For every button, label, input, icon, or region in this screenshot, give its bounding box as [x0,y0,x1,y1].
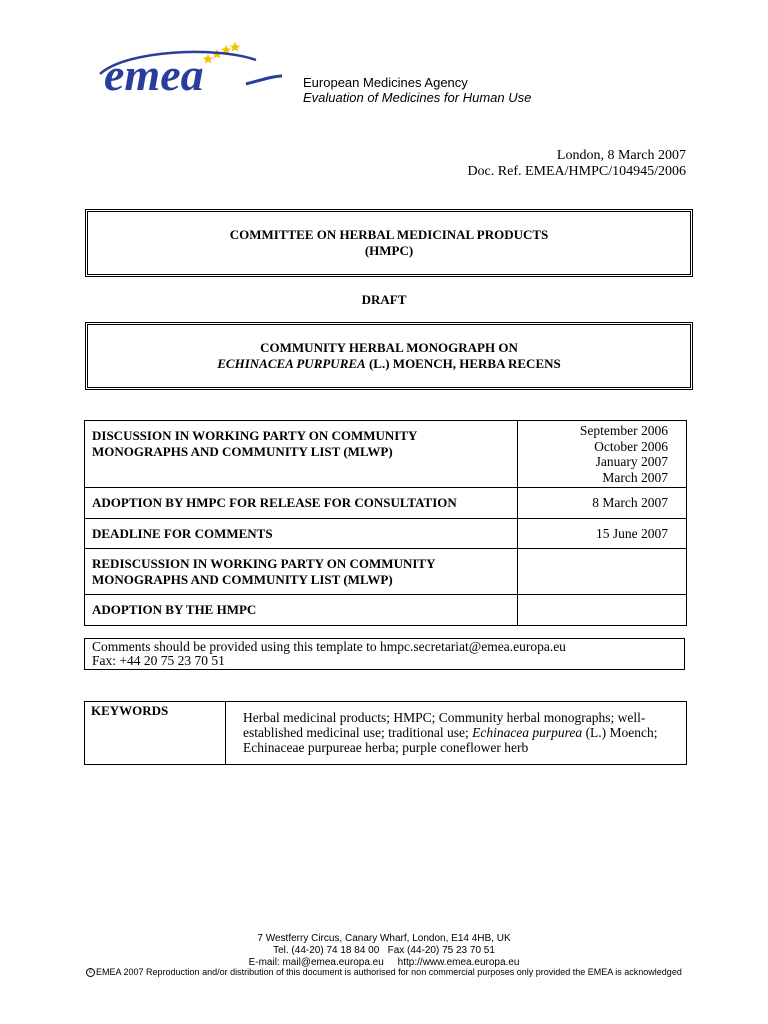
footer-address-block [0,933,768,969]
table-row [85,595,687,626]
keywords-value [226,702,687,765]
svg-text:emea: emea [104,49,204,100]
process-date: 15 June 2007 [518,519,687,549]
process-step: REDISCUSSION IN WORKING PARTY ON COMMUNITY MONOGRAPHS AND COMMUNITY LIST (MLWP) [85,549,518,595]
monograph-title-rest: (L.) MOENCH, HERBA RECENS [365,356,561,371]
footer-tel-fax: Tel. (44-20) 74 18 84 00 Fax (44-20) 75 23 70 51 [273,945,495,956]
committee-title: COMMITTEE ON HERBAL MEDICINAL PRODUCTS [229,227,549,242]
emea-logo [96,40,286,102]
process-step: DEADLINE FOR COMMENTS [85,519,518,549]
process-date-empty [518,595,687,626]
place-date: London, 8 March 2007 [556,148,686,163]
agency-subtitle: Evaluation of Medicines for Human Use [303,90,532,105]
footer-email-web: E-mail: mail@emea.europa.eu http://www.emea.europa.eu [248,957,520,968]
monograph-title-line1: COMMUNITY HERBAL MONOGRAPH ON [260,340,518,355]
keywords-text: Herbal medicinal products; HMPC; Community herbal monographs; well-established medicinal use; traditional use; [243,710,646,740]
keywords-label: KEYWORDS [85,702,226,765]
table-row [85,421,687,488]
committee-box [85,209,693,277]
table-row [85,488,687,519]
monograph-title-box [85,322,693,390]
process-date: 8 March 2007 [518,488,687,519]
table-row [85,702,687,765]
process-date: January 2007 [595,454,668,469]
process-date: March 2007 [602,469,668,485]
committee-abbrev: (HMPC) [364,243,414,258]
process-step: DISCUSSION IN WORKING PARTY ON COMMUNITY MONOGRAPHS AND COMMUNITY LIST (MLWP) [85,421,518,488]
copyright-text: EMEA 2007 Reproduction and/or distribution of this document is authorised for non commercial purposes only provided the EMEA is acknowledged [96,967,682,977]
draft-label: DRAFT [361,292,407,307]
agency-block [303,75,531,105]
table-row [85,549,687,595]
copyright-icon: c [86,968,95,977]
emea-logo-graphic [96,40,286,102]
footer-address: 7 Westferry Circus, Canary Wharf, London, E14 4HB, UK [257,933,511,944]
table-row [85,519,687,549]
footer-copyright [86,967,682,978]
comments-fax: Fax: +44 20 75 23 70 51 [92,653,225,668]
process-date: October 2006 [594,438,668,454]
comments-box [84,638,685,670]
monograph-title-line2 [217,356,561,372]
document-meta [467,148,686,180]
keywords-text-end: (L.) Moench; Echinaceae purpureae herba; purple coneflower herb [243,725,658,755]
process-step: ADOPTION BY HMPC FOR RELEASE FOR CONSULTATION [85,488,518,519]
comments-instructions: Comments should be provided using this template to hmpc.secretariat@emea.europa.eu [92,639,566,654]
doc-ref: Doc. Ref. EMEA/HMPC/104945/2006 [467,164,686,179]
monograph-latin-name: ECHINACEA PURPUREA [217,356,366,371]
keywords-table [84,701,687,765]
process-date: September 2006 [579,423,668,438]
process-step: ADOPTION BY THE HMPC [85,595,518,626]
keywords-latin: Echinacea purpurea [472,725,583,740]
agency-name: European Medicines Agency [303,75,468,90]
process-dates [518,421,687,488]
process-date-empty [518,549,687,595]
process-table [84,420,687,626]
